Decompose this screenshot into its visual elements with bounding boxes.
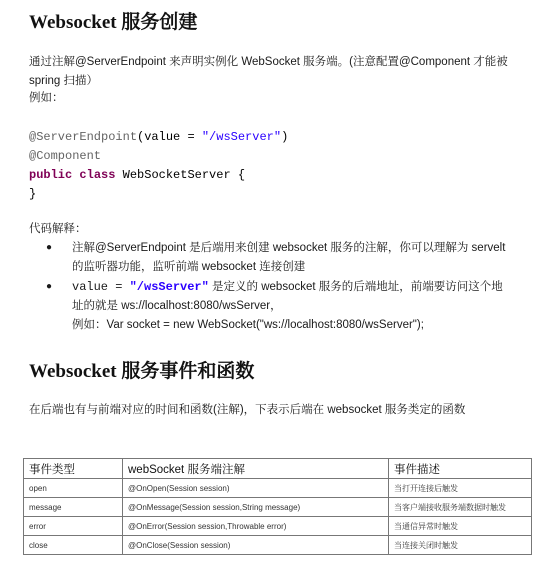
intro-line-2: spring 扫描） [29,75,99,87]
table-row [24,536,532,555]
table-row [24,517,532,536]
bullet1-line-2: 的监听器功能，监听前端 websocket 连接创建 [72,261,306,273]
table-header-row [24,459,532,479]
section2-intro: 在后端也有与前端对应的时间和函数(注解)，下表示后端在 websocket 服务类定的函数 [29,404,466,416]
events-table [23,458,532,555]
code-text: (value = [137,130,202,144]
code-line-3 [29,166,245,185]
code-text: ) [281,130,289,144]
event-type-cell: open [24,479,123,498]
intro-line-1: 通过注解@ServerEndpoint 来声明实例化 WebSocket 服务端。(注意配置@Component 才能被 [29,56,508,68]
bullet2-text: 是定义的 websocket 服务的后端地址，前端要访问这个地 [208,281,503,293]
value-code: value = [72,280,130,294]
event-type-cell: message [24,498,123,517]
class-name: WebSocketServer { [122,168,246,182]
server-endpoint-annotation: @ServerEndpoint [29,130,138,144]
section1-title: Websocket 服务创建 [29,12,198,33]
public-keyword: public [29,168,73,182]
class-keyword: class [79,168,116,182]
description-cell: 当打开连接后触发 [389,479,532,498]
explanation-label: 代码解释： [29,223,87,235]
table-row [24,479,532,498]
bullet2-line-2: 址的就是 ws://localhost:8080/wsServer， [72,300,282,312]
description-cell: 当通信异常时触发 [389,517,532,536]
code-line-1 [29,128,288,147]
column-header: 事件类型 [24,459,123,479]
annotation-cell: @OnClose(Session session) [123,536,389,555]
bullet-icon: ● [46,281,53,292]
example-label: 例如： [29,92,64,104]
ws-path-string: "/wsServer" [129,280,209,294]
bullet1-line-1: 注解@ServerEndpoint 是后端用来创建 websocket 服务的注解，你可以理解为 servelt [72,242,506,254]
ws-path-string: "/wsServer" [201,130,282,144]
column-header: webSocket 服务端注解 [123,459,389,479]
annotation-cell: @OnOpen(Session session) [123,479,389,498]
code-line-2: @Component [29,149,102,163]
annotation-cell: @OnMessage(Session session,String message) [123,498,389,517]
description-cell: 当客户端接收服务端数据时触发 [389,498,532,517]
section2-title: Websocket 服务事件和函数 [29,361,255,382]
bullet2-line-1 [72,278,503,297]
column-header: 事件描述 [389,459,532,479]
code-line-4: } [29,187,37,201]
annotation-cell: @OnError(Session session,Throwable error) [123,517,389,536]
bullet-icon: ● [46,242,53,253]
table-row [24,498,532,517]
bullet2-line-3: 例如：Var socket = new WebSocket("ws://localhost:8080/wsServer"); [72,319,424,331]
description-cell: 当连接关闭时触发 [389,536,532,555]
event-type-cell: error [24,517,123,536]
event-type-cell: close [24,536,123,555]
